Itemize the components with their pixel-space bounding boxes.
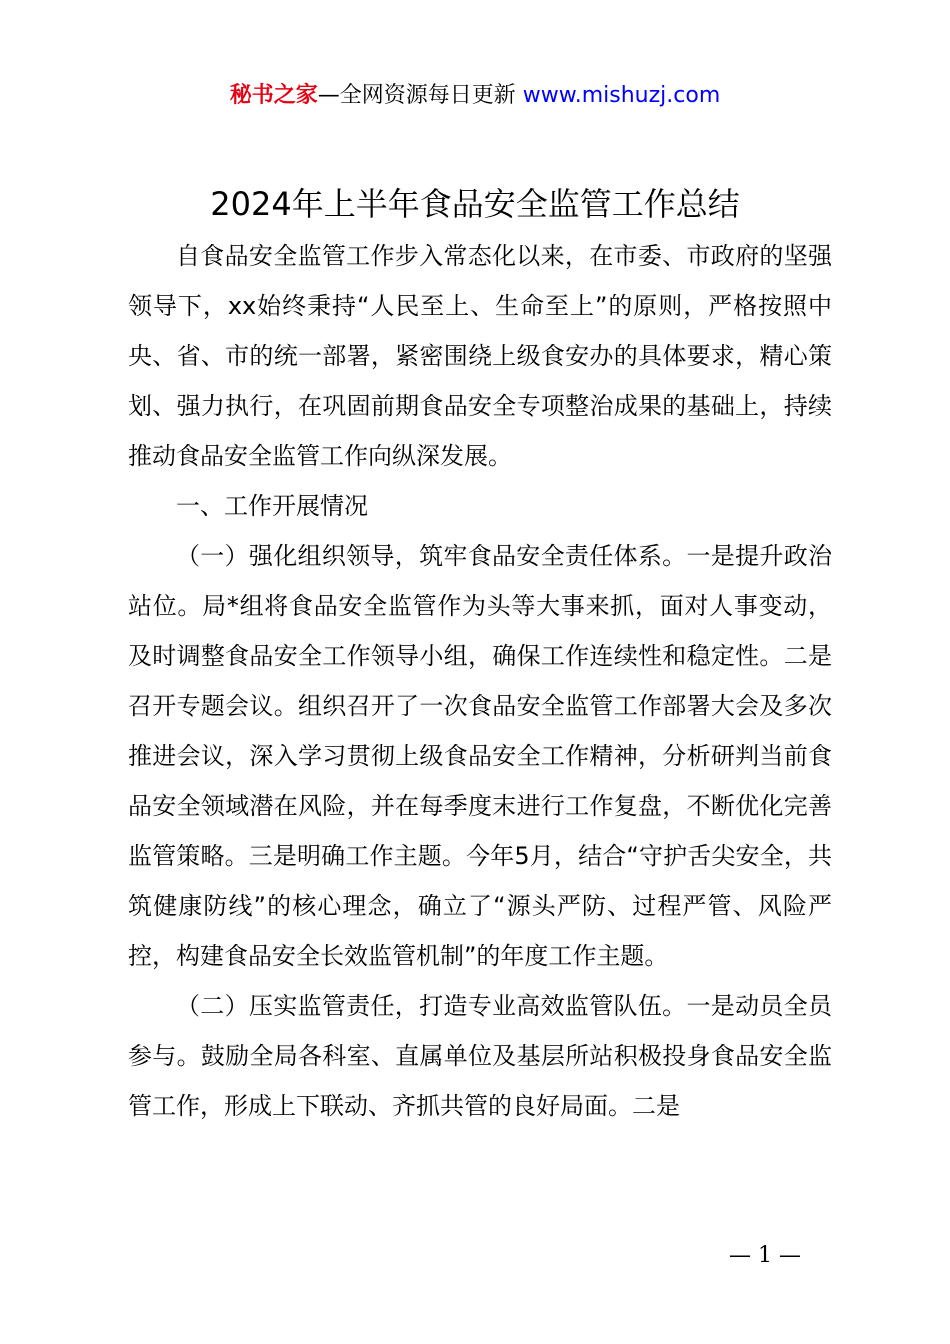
intro-paragraph: 自食品安全监管工作步入常态化以来，在市委、市政府的坚强领导下，xx始终秉持“人民至上、生命至上”的原则，严格按照中央、省、市的统一部署，紧密围绕上级食安办的具体要求，精心策划、强力执行，在巩固前期食品安全专项整治成果的基础上，持续推动食品安全监管工作向纵深发展。 <box>128 242 832 470</box>
document-title: 2024年上半年食品安全监管工作总结 <box>210 185 740 223</box>
site-url-link[interactable]: www.mishuzj.com <box>522 83 721 108</box>
site-brand: 秘书之家 <box>229 83 318 108</box>
site-header <box>0 80 950 112</box>
site-tagline: —全网资源每日更新 <box>317 83 516 108</box>
section-heading: 一、工作开展情况 <box>176 492 368 520</box>
section-paragraph-2: （二）压实监管责任，打造专业高效监管队伍。一是动员全员参与。鼓励全局各科室、直属单位及基层所站积极投身食品安全监管工作，形成上下联动、齐抓共管的良好局面。二是 <box>128 992 832 1120</box>
section-paragraph-1: （一）强化组织领导，筑牢食品安全责任体系。一是提升政治站位。局*组将食品安全监管作为头等大事来抓，面对人事变动，及时调整食品安全工作领导小组，确保工作连续性和稳定性。二是召开专题会议。组织召开了一次食品安全监管工作部署大会及多次推进会议，深入学习贯彻上级食品安全工作精神，分析研判当前食品安全领域潜在风险，并在每季度末进行工作复盘，不断优化完善监管策略。三是明确工作主题。今年5月，结合“守护舌尖安全，共筑健康防线”的核心理念，确立了“源头严防、过程严管、风险严控，构建食品安全长效监管机制”的年度工作主题。 <box>128 542 832 970</box>
page-number: — 1 — <box>729 1243 801 1268</box>
document-body <box>128 231 832 1131</box>
